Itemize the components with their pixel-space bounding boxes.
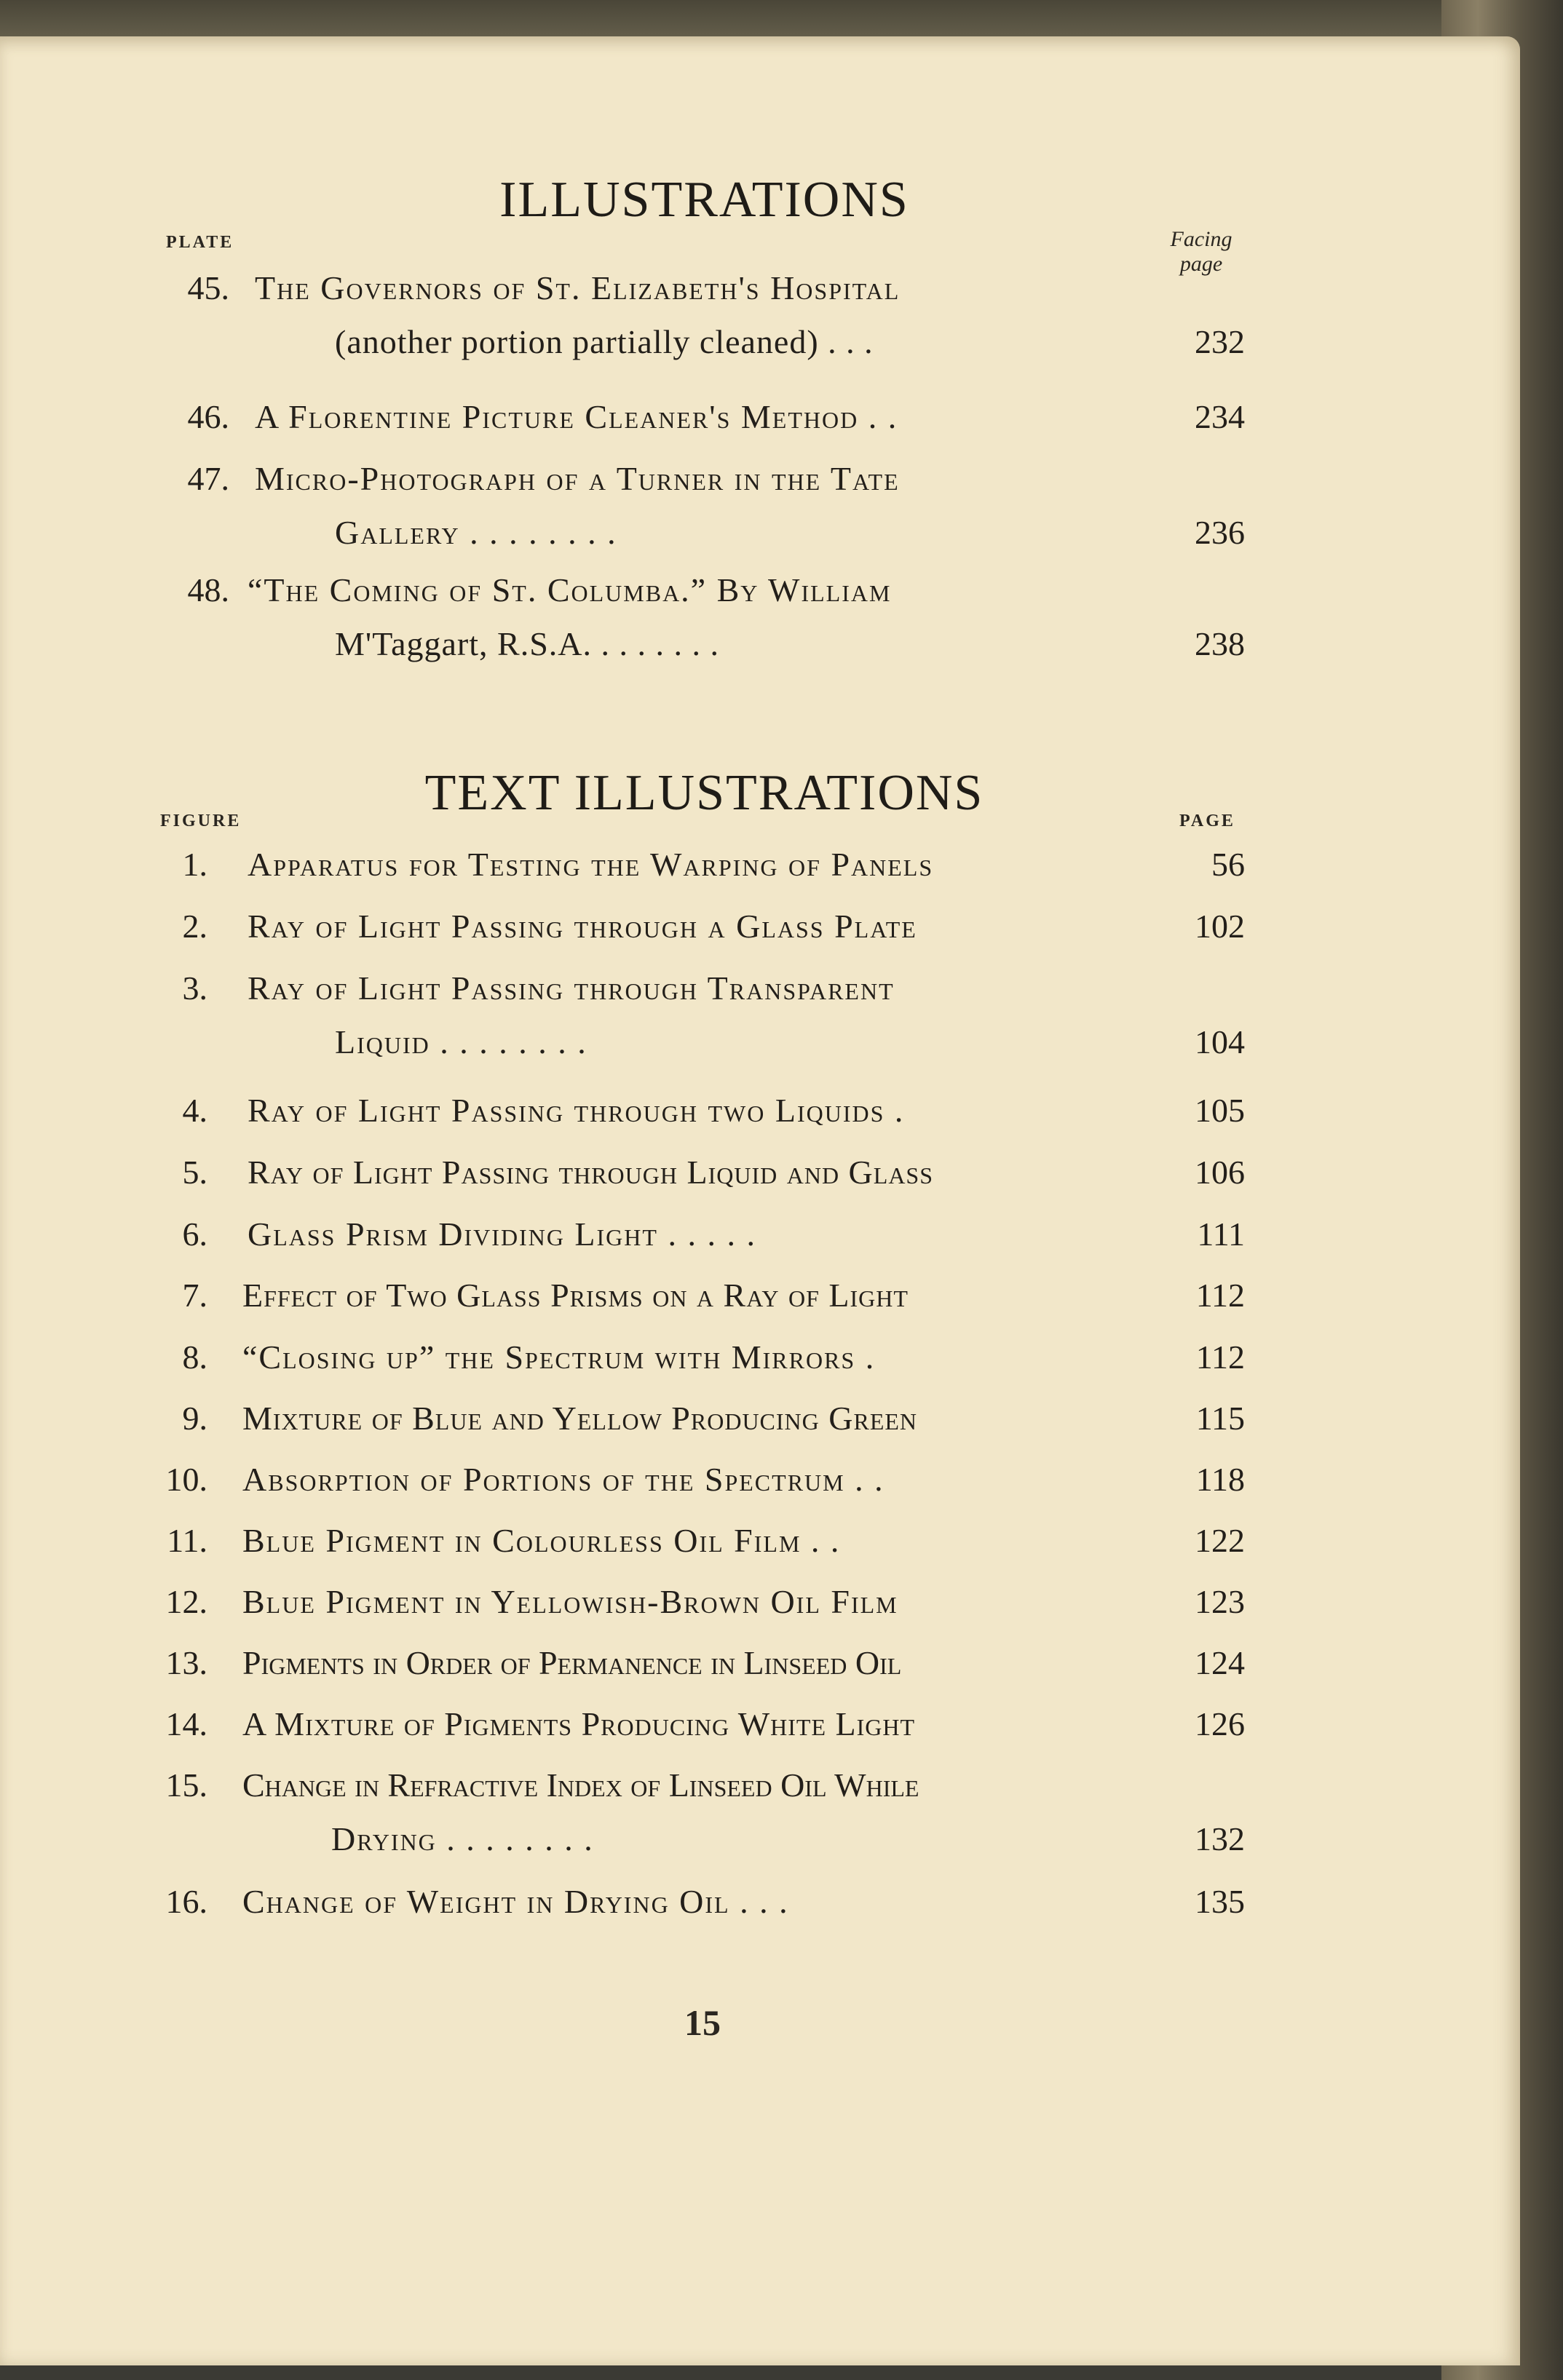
figure-number: 14. — [165, 1705, 207, 1742]
figure-page: 124 — [1195, 1644, 1245, 1681]
text-illustrations-heading: TEXT ILLUSTRATIONS — [424, 765, 984, 821]
book-page — [0, 36, 1520, 2365]
plate-title-continued: M'Taggart, R.S.A. . . . . . . . — [335, 625, 719, 662]
plate-title: A Florentine Picture Cleaner's Method . . — [255, 398, 898, 435]
plate-entry — [0, 570, 1252, 665]
plate-number: 48. — [187, 571, 229, 608]
figure-entry — [0, 968, 1252, 1063]
figure-title: A Mixture of Pigments Producing White Light — [242, 1705, 916, 1742]
figure-entry — [0, 1765, 1252, 1860]
plate-entry — [0, 459, 1252, 553]
plate-page: 236 — [1195, 514, 1245, 551]
plate-number: 47. — [187, 460, 229, 497]
plate-title-continued: Gallery . . . . . . . . — [335, 514, 617, 551]
plate-number: 45. — [187, 269, 229, 306]
figure-page: 104 — [1195, 1023, 1245, 1060]
figure-page: 111 — [1197, 1215, 1245, 1253]
figure-page: 115 — [1195, 1400, 1245, 1437]
figure-title: Ray of Light Passing through Transparent — [248, 969, 895, 1007]
figure-number: 13. — [165, 1644, 207, 1681]
figure-title: Mixture of Blue and Yellow Producing Green — [242, 1400, 918, 1437]
plate-column-label: PLATE — [166, 233, 234, 252]
plate-entry — [0, 397, 1252, 440]
facing-label-line2: page — [1179, 252, 1223, 276]
figure-number: 6. — [182, 1215, 207, 1253]
figure-number: 12. — [165, 1583, 207, 1620]
figure-title: Blue Pigment in Colourless Oil Film . . — [242, 1522, 841, 1559]
figure-title-continued: Liquid . . . . . . . . — [335, 1023, 587, 1060]
figure-title: Apparatus for Testing the Warping of Panels — [248, 846, 934, 883]
figure-page: 105 — [1195, 1092, 1245, 1129]
figure-title: Ray of Light Passing through two Liquids . — [248, 1092, 905, 1129]
figure-number: 3. — [182, 969, 207, 1007]
figure-title: Absorption of Portions of the Spectrum . . — [242, 1461, 885, 1498]
figure-page: 118 — [1195, 1461, 1245, 1498]
page-number: 15 — [684, 2002, 721, 2043]
figure-title: “Closing up” the Spectrum with Mirrors . — [242, 1338, 876, 1376]
figure-number: 15. — [165, 1766, 207, 1804]
plate-title: The Governors of St. Elizabeth's Hospital — [255, 269, 901, 306]
plate-page: 234 — [1195, 398, 1245, 435]
plate-page: 232 — [1195, 323, 1245, 360]
figure-title: Ray of Light Passing through a Glass Plate — [248, 908, 917, 945]
figure-column-label: FIGURE — [160, 812, 242, 830]
figure-title: Blue Pigment in Yellowish-Brown Oil Film — [242, 1583, 898, 1620]
illustrations-heading: ILLUSTRATIONS — [499, 172, 909, 228]
plate-entry — [0, 268, 1252, 362]
figure-title: Pigments in Order of Permanence in Linseed Oil — [242, 1644, 902, 1681]
figure-page: 102 — [1195, 908, 1245, 945]
figure-title: Change in Refractive Index of Linseed Oil While — [242, 1766, 919, 1804]
figure-title-continued: Drying . . . . . . . . — [331, 1820, 594, 1857]
figure-page: 56 — [1211, 846, 1245, 883]
plate-title: Micro-Photograph of a Turner in the Tate — [255, 460, 900, 497]
figure-page: 112 — [1195, 1338, 1245, 1376]
figure-number: 1. — [182, 846, 207, 883]
figure-number: 5. — [182, 1154, 207, 1191]
figure-number: 11. — [167, 1522, 207, 1559]
plate-title: “The Coming of St. Columba.” By William — [248, 571, 892, 608]
plate-page: 238 — [1195, 625, 1245, 662]
figure-number: 8. — [182, 1338, 207, 1376]
figure-title: Change of Weight in Drying Oil . . . — [242, 1883, 789, 1920]
figure-number: 16. — [165, 1883, 207, 1920]
figure-number: 4. — [182, 1092, 207, 1129]
page-column-label: PAGE — [1179, 812, 1235, 830]
figure-page: 106 — [1195, 1154, 1245, 1191]
facing-label-line1: Facing — [1170, 227, 1232, 251]
figure-page: 135 — [1195, 1883, 1245, 1920]
figure-page: 132 — [1195, 1820, 1245, 1857]
plate-number: 46. — [187, 398, 229, 435]
figure-title: Ray of Light Passing through Liquid and Glass — [248, 1154, 934, 1191]
figure-page: 122 — [1195, 1522, 1245, 1559]
figure-number: 10. — [165, 1461, 207, 1498]
figure-page: 123 — [1195, 1583, 1245, 1620]
figure-title: Glass Prism Dividing Light . . . . . — [248, 1215, 756, 1253]
figure-number: 9. — [182, 1400, 207, 1437]
figure-number: 2. — [182, 908, 207, 945]
figure-page: 126 — [1195, 1705, 1245, 1742]
figure-number: 7. — [182, 1277, 207, 1314]
plate-title-continued: (another portion partially cleaned) . . . — [335, 323, 874, 360]
figure-title: Effect of Two Glass Prisms on a Ray of Light — [242, 1277, 909, 1314]
figure-page: 112 — [1195, 1277, 1245, 1314]
